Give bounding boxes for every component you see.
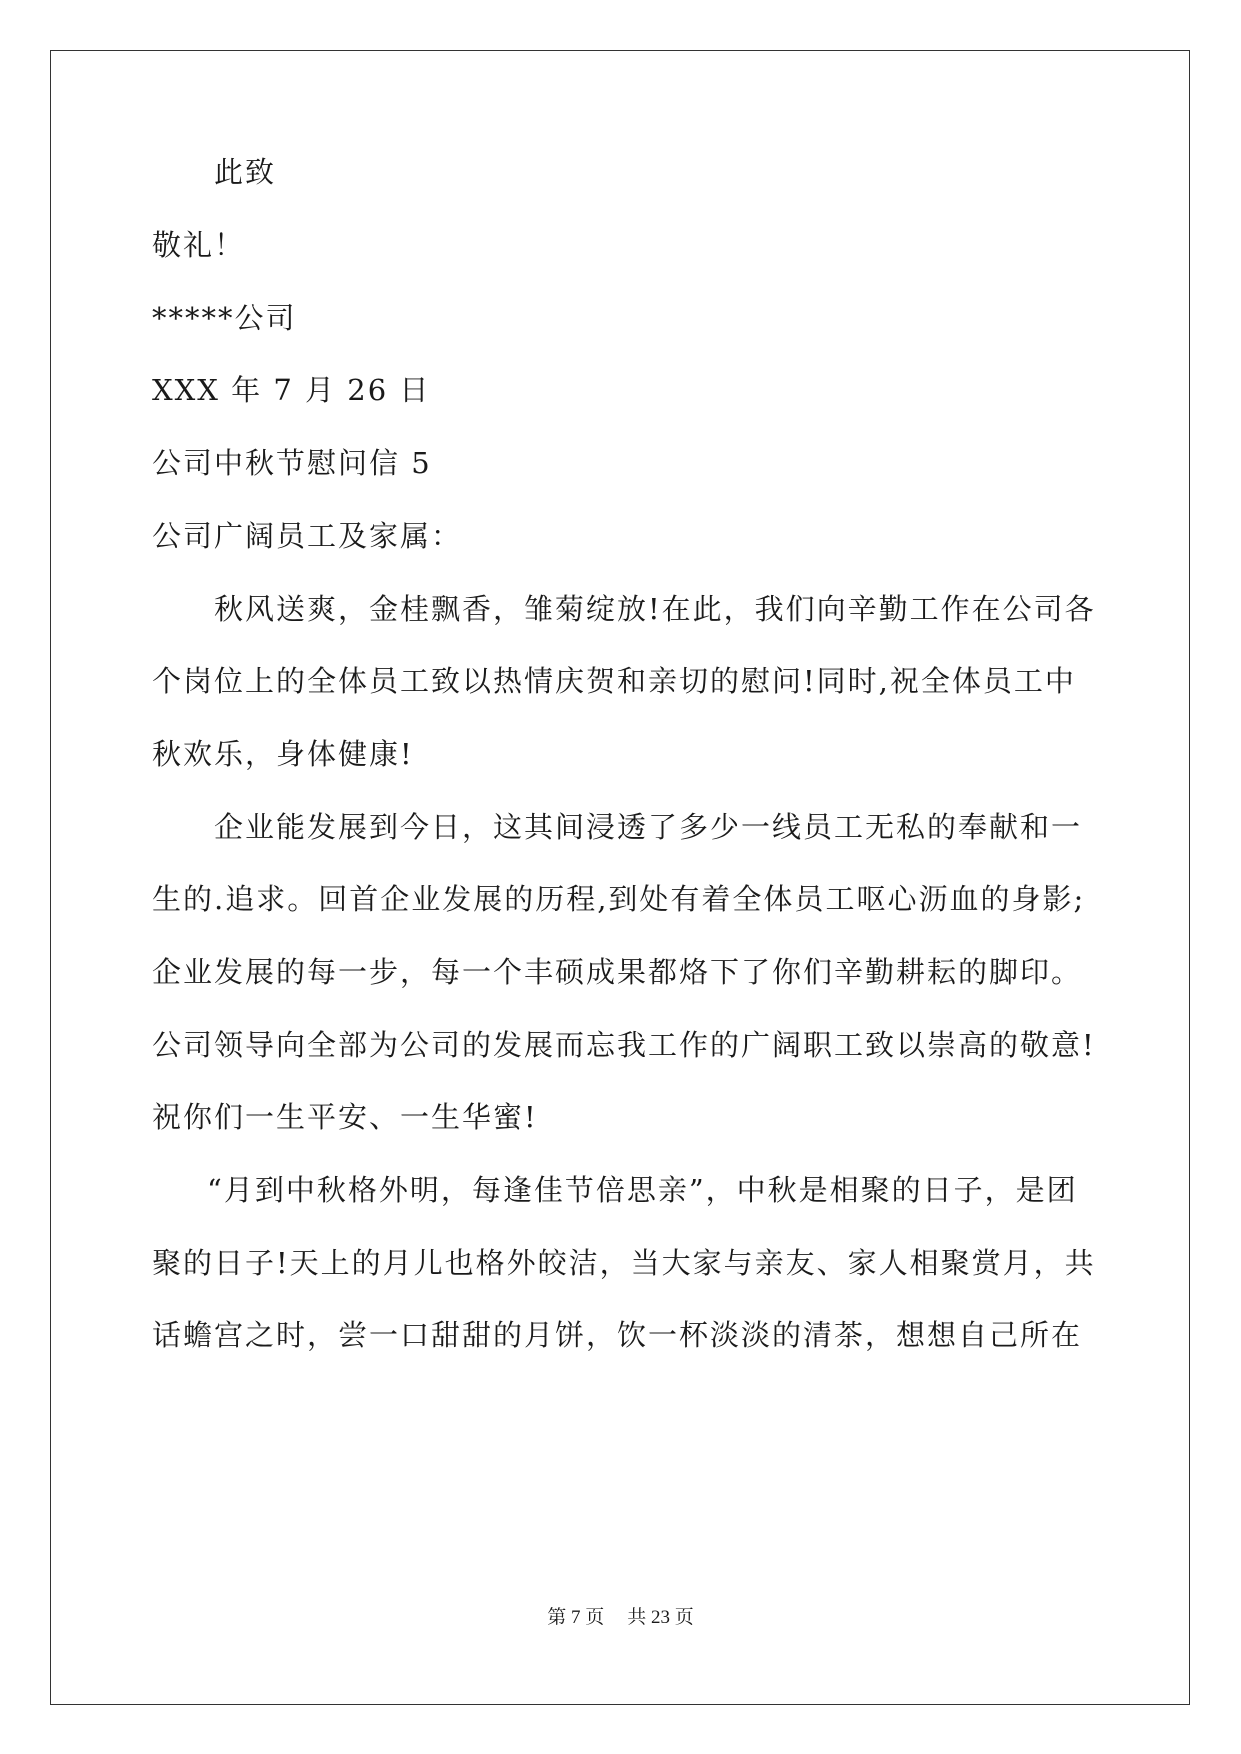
paragraph-line: 祝你们一生平安、一生华蜜! (152, 1100, 538, 1134)
letter-recipient: 公司广阔员工及家属： (152, 519, 463, 553)
paragraph-line: 秋欢乐，身体健康! (152, 737, 414, 771)
paragraph-line: 企业发展的每一步，每一个丰硕成果都烙下了你们辛勤耕耘的脚印。 (152, 955, 1083, 989)
paragraph-line: 秋风送爽，金桂飘香，雏菊绽放!在此，我们向辛勤工作在公司各 (214, 592, 1096, 626)
paragraph-line: “月到中秋格外明，每逢佳节倍思亲”，中秋是相聚的日子，是团 (207, 1173, 1078, 1207)
sender-company: *****公司 (152, 301, 297, 335)
page-total: 共 23 页 (627, 1607, 694, 1628)
page-footer (0, 1606, 1241, 1630)
paragraph-line: 话蟾宫之时，尝一口甜甜的月饼，饮一杯淡淡的清茶，想想自己所在 (152, 1318, 1083, 1352)
paragraph-line: 聚的日子!天上的月儿也格外皎洁，当大家与亲友、家人相聚赏月，共 (152, 1246, 1096, 1280)
page-number: 第 7 页 (547, 1607, 605, 1628)
closing-regards: 敬礼！ (152, 228, 246, 262)
letter-title: 公司中秋节慰问信 5 (152, 446, 432, 480)
paragraph-line: 生的.追求。回首企业发展的历程,到处有着全体员工呕心沥血的身影; (152, 882, 1086, 916)
letter-date: XXX 年 7 月 26 日 (152, 373, 431, 407)
paragraph-line: 公司领导向全部为公司的发展而忘我工作的广阔职工致以崇高的敬意! (152, 1028, 1096, 1062)
paragraph-line: 企业能发展到今日，这其间浸透了多少一线员工无私的奉献和一 (214, 810, 1083, 844)
closing-salutation: 此致 (214, 155, 277, 189)
paragraph-line: 个岗位上的全体员工致以热情庆贺和亲切的慰问!同时,祝全体员工中 (152, 664, 1076, 698)
